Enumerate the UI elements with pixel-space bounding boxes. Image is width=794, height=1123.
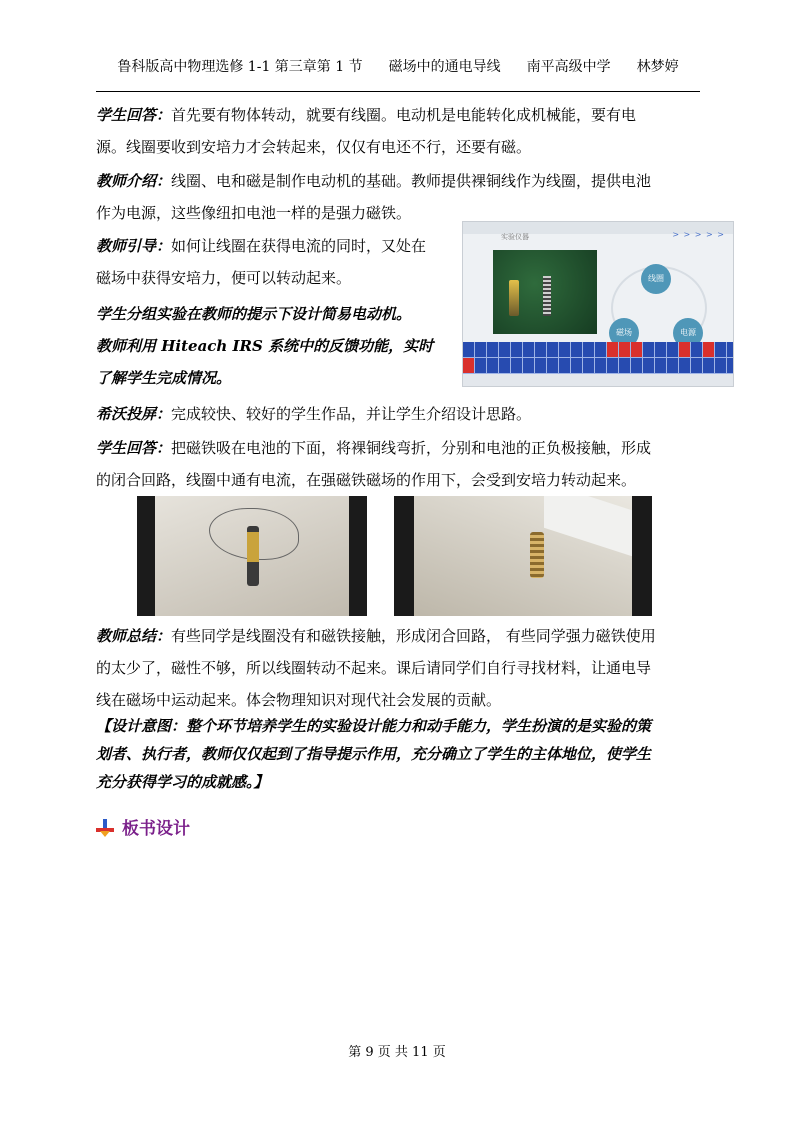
- intent-line: 充分获得学习的成就感。】: [96, 773, 269, 791]
- chevron-right-icon: > > > > >: [672, 230, 725, 239]
- para-line: 首先要有物体转动，就要有线圈。电动机是电能转化成机械能，要有电: [171, 106, 637, 124]
- response-cell-red: [607, 342, 618, 357]
- bubble-coil: 线圈: [641, 264, 671, 294]
- para-line: 的太少了，磁性不够，所以线圈转动不起来。课后请同学们自行寻找材料，让通电导: [96, 659, 652, 677]
- intent-line: 【设计意图：整个环节培养学生的实验设计能力和动手能力，学生扮演的是实验的策: [96, 717, 652, 735]
- teacher-guide: [96, 230, 426, 294]
- response-cell-red: [631, 342, 642, 357]
- header-author: 林梦婷: [636, 59, 679, 75]
- header-school: 南平高级中学: [526, 59, 611, 75]
- para-label: 教师引导：: [96, 237, 172, 255]
- group-experiment-text: [96, 298, 433, 394]
- page-header: [96, 56, 700, 78]
- motor-photo-2: [394, 496, 652, 616]
- response-cell-red: [463, 358, 474, 373]
- para-label: 希沃投屏：: [96, 405, 172, 423]
- teacher-summary: [96, 620, 656, 716]
- screenshot-title: 实验仪器: [501, 233, 529, 241]
- pin-icon: [96, 819, 114, 837]
- response-cell-red: [619, 342, 630, 357]
- page-footer: 第 9 页 共 11 页: [348, 1045, 446, 1060]
- para-label: 教师总结：: [96, 627, 172, 645]
- section-title: 板书设计: [122, 819, 190, 839]
- para-line: 把磁铁吸在电池的下面，将裸铜线弯折，分别和电池的正负极接触，形成: [171, 439, 652, 457]
- para-line: 的闭合回路，线圈中通有电流，在强磁铁磁场的作用下，会受到安培力转动起来。: [96, 471, 637, 489]
- bold-line: 了解学生完成情况。: [96, 369, 232, 387]
- para-line: 线在磁场中运动起来。体会物理知识对现代社会发展的贡献。: [96, 691, 502, 709]
- irs-screenshot: [462, 221, 734, 387]
- response-grid: [463, 342, 733, 374]
- para-line: 如何让线圈在获得电流的同时，又处在: [171, 237, 427, 255]
- battery-icon: [247, 526, 259, 586]
- para-label: 教师介绍：: [96, 172, 172, 190]
- bubble-magnetic-field: 磁场: [609, 318, 639, 348]
- section-heading: [96, 814, 190, 840]
- teacher-intro: [96, 165, 651, 229]
- bold-line: 学生分组实验在教师的提示下设计简易电动机。: [96, 305, 412, 323]
- bubble-power: 电源: [673, 318, 703, 348]
- response-cell-red: [679, 342, 690, 357]
- para-line: 线圈、电和磁是制作电动机的基础。教师提供裸铜线作为线圈，提供电池: [171, 172, 652, 190]
- bold-line: 教师利用 Hiteach IRS 系统中的反馈功能，实时: [96, 337, 434, 355]
- student-answer-2: [96, 432, 651, 496]
- para-line: 源。线圈要收到安培力才会转起来，仅仅有电还不行，还要有磁。: [96, 138, 532, 156]
- para-line: 完成较快、较好的学生作品，并让学生介绍设计思路。: [171, 405, 532, 423]
- para-line: 有些同学是线圈没有和磁铁接触，形成闭合回路， 有些同学强力磁铁使用: [171, 627, 656, 645]
- seewo-projection: [96, 398, 531, 430]
- screenshot-taskbar: [463, 374, 733, 386]
- header-course: 鲁科版高中物理选修 1-1 第三章第 1 节: [117, 59, 363, 75]
- header-topic: 磁场中的通电导线: [388, 59, 501, 75]
- battery-icon: [509, 280, 519, 316]
- header-rule: [96, 91, 700, 92]
- student-answer-1: [96, 99, 636, 163]
- para-label: 学生回答：: [96, 439, 172, 457]
- para-label: 学生回答：: [96, 106, 172, 124]
- design-intent: [96, 712, 651, 796]
- coil-icon: [543, 276, 551, 316]
- para-line: 作为电源，这些像纽扣电池一样的是强力磁铁。: [96, 204, 412, 222]
- response-cell-red: [703, 342, 714, 357]
- motor-photo-1: [137, 496, 367, 616]
- para-line: 磁场中获得安培力，便可以转动起来。: [96, 269, 352, 287]
- coil-icon: [530, 532, 544, 578]
- intent-line: 划者、执行者，教师仅仅起到了指导提示作用，充分确立了学生的主体地位，使学生: [96, 745, 652, 763]
